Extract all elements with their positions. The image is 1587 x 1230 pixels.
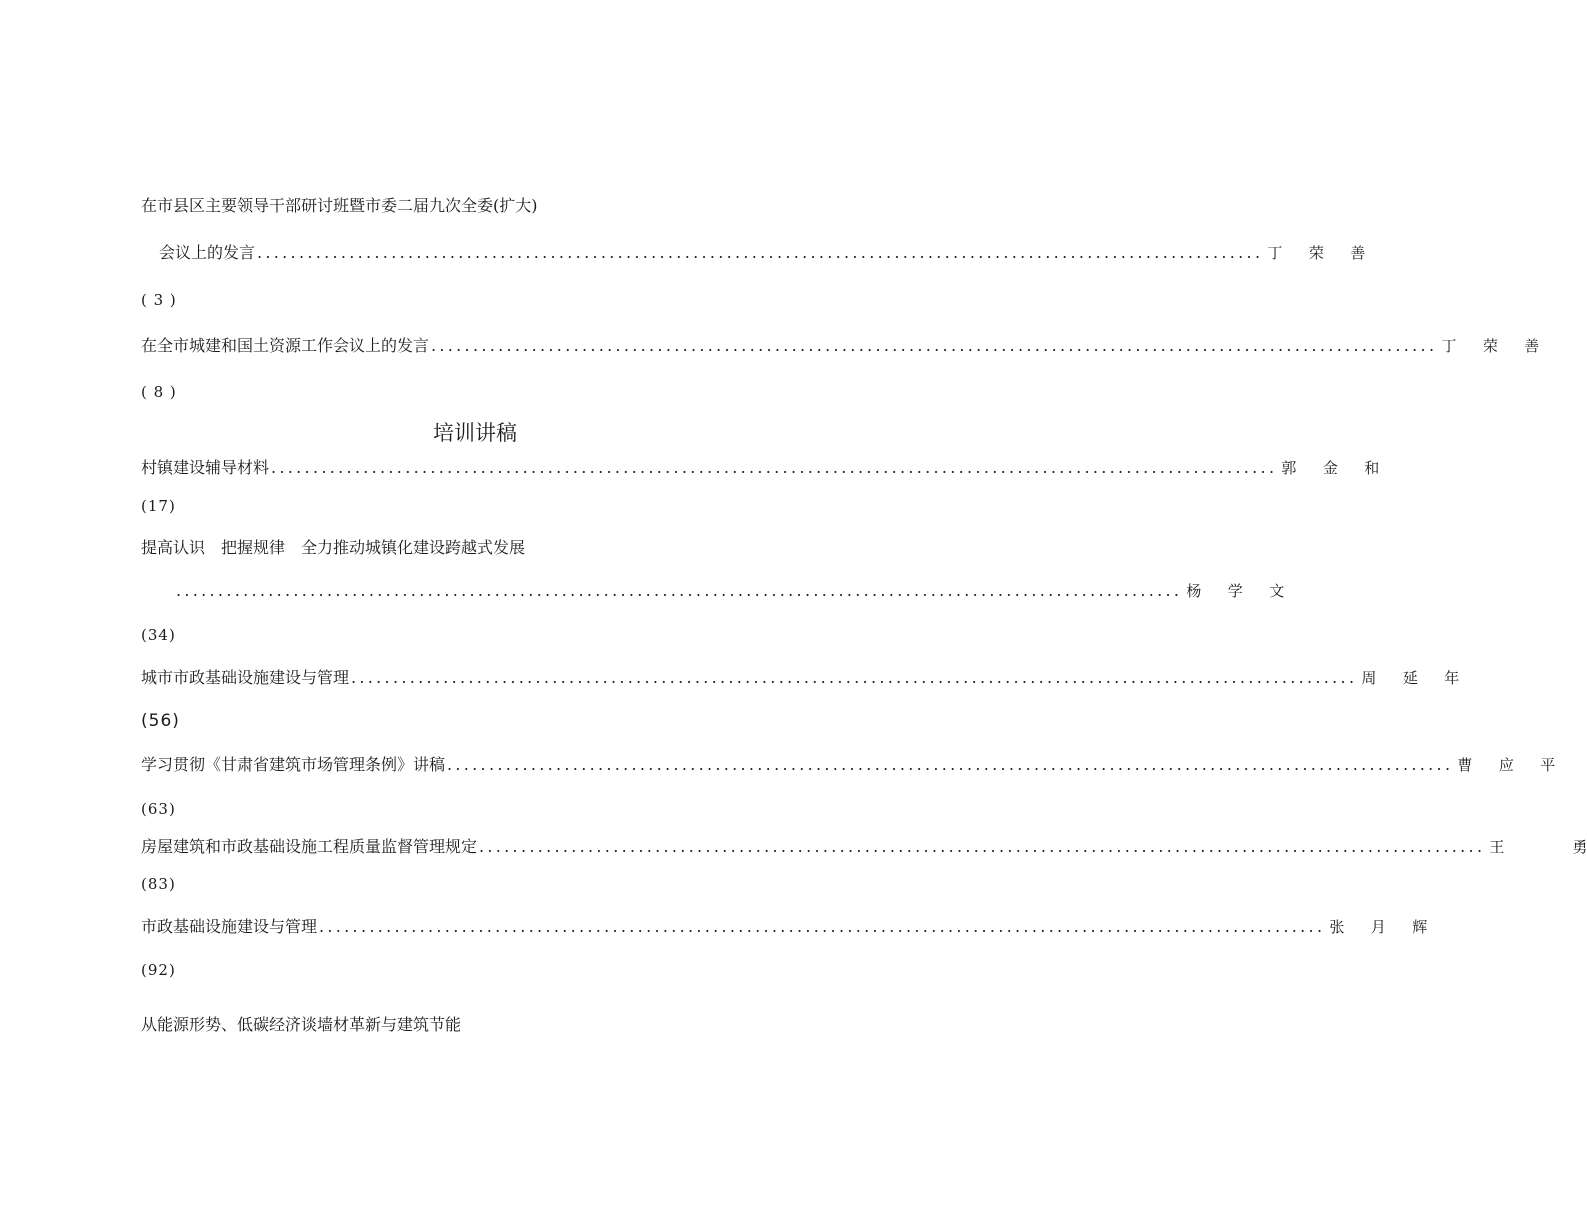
toc-entry-page: (17)	[141, 497, 176, 515]
toc-entry-title: 房屋建筑和市政基础设施工程质量监督管理规定	[141, 837, 478, 856]
toc-entry-title: 在全市城建和国土资源工作会议上的发言	[141, 336, 430, 355]
toc-entry-page: (34)	[141, 626, 176, 644]
toc-entry	[141, 916, 1428, 938]
toc-entry-title: 会议上的发言	[159, 243, 256, 262]
leader-dots: ........................................................................................................................	[447, 755, 1454, 774]
toc-entry-title: 在市县区主要领导干部研讨班暨市委二届九次全委(扩大)	[141, 196, 538, 215]
toc-entry	[141, 335, 1540, 357]
section-heading: 培训讲稿	[433, 421, 517, 445]
leader-dots: ........................................................................................................................	[176, 581, 1183, 600]
leader-dots: ........................................................................................................................	[431, 336, 1438, 355]
leader-dots: ........................................................................................................................	[257, 243, 1264, 262]
toc-entry	[141, 754, 1556, 776]
toc-entry-author: 张 月 辉	[1329, 918, 1428, 936]
toc-entry-author: 丁 荣 善	[1267, 244, 1366, 262]
toc-entry-page: (63)	[141, 800, 176, 818]
toc-entry	[141, 836, 1587, 858]
toc-entry-title: 村镇建设辅导材料	[141, 458, 270, 477]
toc-entry-page: ( 8 )	[141, 383, 177, 401]
toc-entry-author: 郭 金 和	[1281, 459, 1380, 477]
leader-dots: ........................................................................................................................	[271, 458, 1278, 477]
toc-entry	[176, 580, 1285, 602]
toc-entry-page: (92)	[141, 961, 176, 979]
toc-entry-page: (83)	[141, 875, 176, 893]
toc-entry-author: 王 勇	[1489, 838, 1587, 856]
toc-entry-page: (56)	[141, 711, 180, 731]
toc-entry	[141, 457, 1380, 479]
toc-entry-title: 从能源形势、低碳经济谈墙材革新与建筑节能	[141, 1015, 462, 1034]
toc-entry-title: 提高认识 把握规律 全力推动城镇化建设跨越式发展	[141, 538, 526, 557]
toc-entry	[159, 242, 1366, 264]
toc-entry-author: 曹 应 平	[1457, 756, 1556, 774]
toc-entry-title: 市政基础设施建设与管理	[141, 917, 318, 936]
toc-entry-author: 周 延 年	[1361, 669, 1460, 687]
toc-entry-author: 杨 学 文	[1186, 582, 1285, 600]
leader-dots: ........................................................................................................................	[479, 837, 1486, 856]
toc-entry-title: 城市市政基础设施建设与管理	[141, 668, 350, 687]
leader-dots: ........................................................................................................................	[351, 668, 1358, 687]
toc-entry-title: 学习贯彻《甘肃省建筑市场管理条例》讲稿	[141, 755, 446, 774]
toc-entry	[141, 667, 1460, 689]
toc-entry-author: 丁 荣 善	[1441, 337, 1540, 355]
leader-dots: ........................................................................................................................	[319, 917, 1326, 936]
toc-entry-page: ( 3 )	[141, 291, 177, 309]
